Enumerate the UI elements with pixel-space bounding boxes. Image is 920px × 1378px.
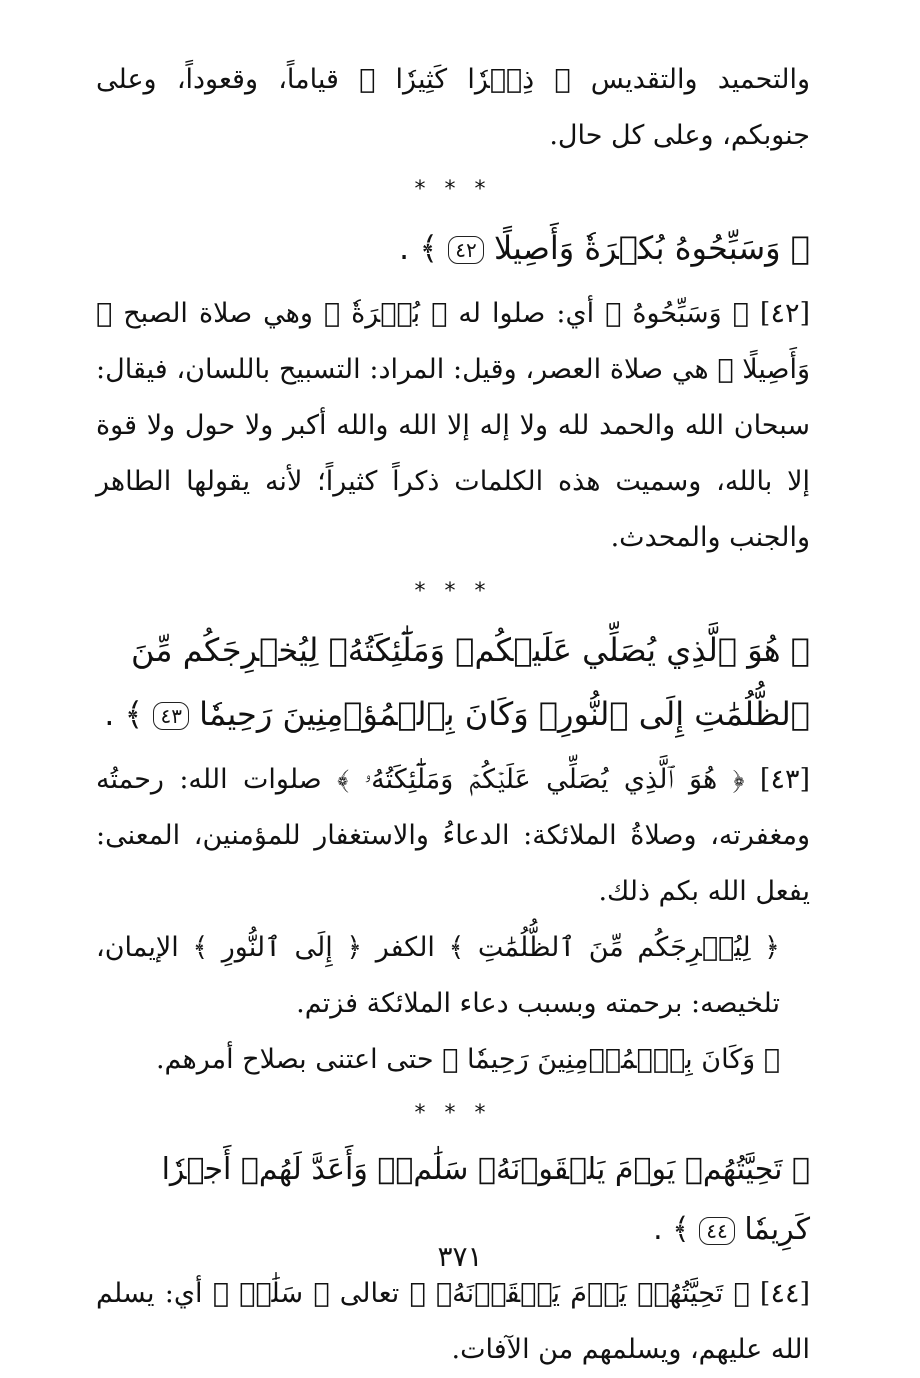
commentary-42: [٤٢] ﴿ وَسَبِّحُوهُ ﴾ أي: صلوا له ﴿ بُكۡرَةٗ ﴾ وهي صلاة الصبح ﴿ وَأَصِيلًا ﴾ هي صلاة العصر، وقيل: المراد: التسبيح باللسان، فيقال: سبحان الله والحمد لله ولا إله إلا الله والله أكبر ولا حول ولا قوة إلا بالله، وسميت هذه الكلمات ذكراً كثيراً؛ لأنه يقولها الطاهر والجنب والمحدث. <box>96 298 810 553</box>
verse-42-end: ﴾ . <box>399 229 439 267</box>
verse-44-end: ﴾ . <box>653 1212 690 1247</box>
verse-number-43: ٤٣ <box>153 702 188 730</box>
section-divider: * * * <box>414 177 492 202</box>
verse-43 <box>96 618 810 746</box>
commentary-44: [٤٤] ﴿ تَحِيَّتُهُمۡ يَوۡمَ يَلۡقَوۡنَهُۥ ﴾ تعالى ﴿ سَلَٰمٞ ﴾ أي: يسلم الله عليهم، ويسلمهم من الآفات. <box>96 1278 810 1365</box>
section-divider: * * * <box>414 579 492 604</box>
page-body <box>96 52 810 1378</box>
verse-42 <box>96 216 810 280</box>
commentary-43-c: ﴿ وَكَانَ بِٱلۡمُؤۡمِنِينَ رَحِيمٗا ﴾ حتى اعتنى بصلاح أمرهم. <box>155 1044 780 1075</box>
verse-number-42: ٤٢ <box>448 236 483 264</box>
commentary-43-b: ﴿ لِيُخۡرِجَكُم مِّنَ ٱلظُّلُمَٰتِ ﴾ الكفر ﴿ إِلَى ٱلنُّورِ ﴾ الإيمان، تلخيصه: برحمته وبسبب دعاء الملائكة فزتم. <box>96 932 780 1019</box>
verse-number-44: ٤٤ <box>699 1217 734 1245</box>
verse-43-text: ﴿ هُوَ ٱلَّذِي يُصَلِّي عَلَيۡكُمۡ وَمَلَٰٓئِكَتُهُۥ لِيُخۡرِجَكُم مِّنَ ٱلظُّلُمَٰتِ إِلَى ٱلنُّورِۚ وَكَانَ بِٱلۡمُؤۡمِنِينَ رَحِيمٗا <box>131 631 810 733</box>
intro-paragraph: والتحميد والتقديس ﴿ ذِكۡرٗا كَثِيرٗا ﴾ قياماً، وقعوداً، وعلى جنوبكم، وعلى كل حال. <box>96 64 810 151</box>
commentary-43-a: [٤٣] ﴿ هُوَ ٱلَّذِي يُصَلِّي عَلَيۡكُمۡ وَمَلَٰٓئِكَتُهُۥ ﴾ صلوات الله: رحمتُه ومغفرته، وصلاةُ الملائكة: الدعاءُ والاستغفار للمؤمنين، المعنى: يفعل الله بكم ذلك. <box>96 764 810 907</box>
section-divider: * * * <box>414 1101 492 1126</box>
verse-43-end: ﴾ . <box>104 695 144 733</box>
verse-44-text: ﴿ تَحِيَّتُهُمۡ يَوۡمَ يَلۡقَوۡنَهُۥ سَلَٰمٞۚ وَأَعَدَّ لَهُمۡ أَجۡرٗا كَرِيمٗا <box>161 1152 810 1247</box>
page-number: ٣٧١ <box>437 1240 483 1273</box>
verse-42-text: ﴿ وَسَبِّحُوهُ بُكۡرَةٗ وَأَصِيلًا <box>493 229 810 267</box>
